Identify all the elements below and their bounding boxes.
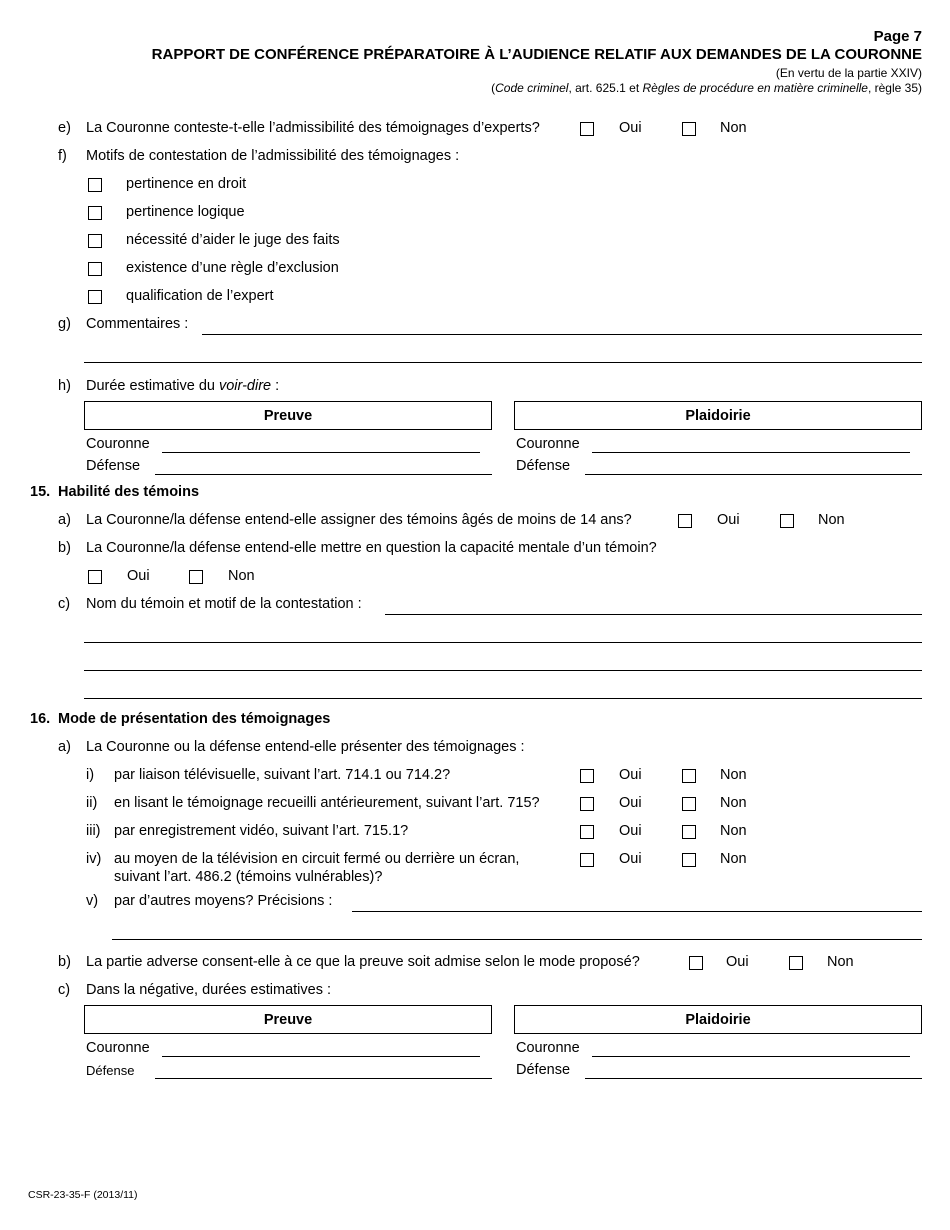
- preuve-couronne-field[interactable]: [162, 1056, 480, 1057]
- plaidoirie-couronne-field[interactable]: [592, 1056, 910, 1057]
- defense-label: Défense: [86, 458, 141, 474]
- s15-b-text: La Couronne/la défense entend-elle mettre en question la capacité mentale d’un témoin?: [86, 540, 657, 556]
- witness-field-line[interactable]: [84, 698, 922, 699]
- s16-i-oui-checkbox[interactable]: [580, 769, 594, 783]
- question-letter: c): [58, 596, 71, 612]
- s16-ii-text: en lisant le témoignage recueilli antérieurement, suivant l’art. 715?: [114, 795, 540, 811]
- f-option-checkbox[interactable]: [88, 290, 102, 304]
- question-letter: b): [58, 954, 71, 970]
- item-number: iv): [86, 851, 102, 867]
- s16-iii-non-checkbox[interactable]: [682, 825, 696, 839]
- other-means-line[interactable]: [352, 911, 922, 912]
- s16-ii-oui-checkbox[interactable]: [580, 797, 594, 811]
- form-legal-reference: (Code criminel, art. 625.1 et Règles de procédure en matière criminelle, règle 35): [491, 81, 922, 95]
- section-number: 16.: [30, 711, 51, 727]
- s15-c-text: Nom du témoin et motif de la contestation :: [86, 596, 362, 612]
- f-option-checkbox[interactable]: [88, 234, 102, 248]
- s15-a-oui-checkbox[interactable]: [678, 514, 692, 528]
- s16-iv-non-checkbox[interactable]: [682, 853, 696, 867]
- preuve-defense-field[interactable]: [155, 474, 492, 475]
- question-f-text: Motifs de contestation de l’admissibilité des témoignages :: [86, 148, 460, 164]
- page-number: Page 7: [873, 28, 922, 45]
- oui-label: Oui: [619, 795, 642, 811]
- s16-iii-text: par enregistrement vidéo, suivant l’art. 715.1?: [114, 823, 409, 839]
- question-e-text: La Couronne conteste-t-elle l’admissibilité des témoignages d’experts?: [86, 120, 540, 136]
- f-option-checkbox[interactable]: [88, 178, 102, 192]
- non-label: Non: [818, 512, 845, 528]
- item-number: i): [86, 767, 95, 783]
- witness-field-line[interactable]: [84, 670, 922, 671]
- s16-v-text: par d’autres moyens? Précisions :: [114, 893, 333, 909]
- question-letter: c): [58, 982, 71, 998]
- s16-c-text: Dans la négative, durées estimatives :: [86, 982, 332, 998]
- f-option-checkbox[interactable]: [88, 206, 102, 220]
- preuve-defense-field[interactable]: [155, 1078, 492, 1079]
- couronne-label: Couronne: [516, 436, 580, 452]
- s16-i-non-checkbox[interactable]: [682, 769, 696, 783]
- plaidoirie-header: Plaidoirie: [514, 401, 922, 430]
- non-label: Non: [720, 767, 747, 783]
- defense-label: Défense: [516, 458, 571, 474]
- question-letter: b): [58, 540, 71, 556]
- couronne-label: Couronne: [86, 436, 150, 452]
- section-number: 15.: [30, 484, 51, 500]
- s16-b-oui-checkbox[interactable]: [689, 956, 703, 970]
- question-letter: f): [58, 148, 67, 164]
- f-option-label: pertinence en droit: [126, 176, 247, 192]
- f-option-label: existence d’une règle d’exclusion: [126, 260, 339, 276]
- defense-label: Défense: [516, 1062, 571, 1078]
- question-letter: a): [58, 512, 71, 528]
- oui-label: Oui: [619, 823, 642, 839]
- question-g-text: Commentaires :: [86, 316, 189, 332]
- item-number: iii): [86, 823, 101, 839]
- question-letter: h): [58, 378, 71, 394]
- non-label: Non: [827, 954, 854, 970]
- non-label: Non: [720, 851, 747, 867]
- comments-line[interactable]: [84, 362, 922, 363]
- s15-a-text: La Couronne/la défense entend-elle assigner des témoins âgés de moins de 14 ans?: [86, 512, 632, 528]
- preuve-couronne-field[interactable]: [162, 452, 480, 453]
- s16-ii-non-checkbox[interactable]: [682, 797, 696, 811]
- question-letter: g): [58, 316, 71, 332]
- s16-b-non-checkbox[interactable]: [789, 956, 803, 970]
- oui-label: Oui: [619, 767, 642, 783]
- preuve-header: Preuve: [84, 1005, 492, 1034]
- question-h-text: Durée estimative du voir-dire :: [86, 378, 280, 394]
- oui-label: Oui: [726, 954, 749, 970]
- q-e-non-checkbox[interactable]: [682, 122, 696, 136]
- s15-a-non-checkbox[interactable]: [780, 514, 794, 528]
- non-label: Non: [720, 795, 747, 811]
- s16-iv-text-line2: suivant l’art. 486.2 (témoins vulnérables)?: [114, 869, 383, 885]
- form-code: CSR-23-35-F (2013/11): [28, 1189, 138, 1201]
- s16-i-text: par liaison télévisuelle, suivant l’art. 714.1 ou 714.2?: [114, 767, 451, 783]
- question-letter: a): [58, 739, 71, 755]
- comments-line[interactable]: [202, 334, 922, 335]
- f-option-label: pertinence logique: [126, 204, 245, 220]
- s16-iii-oui-checkbox[interactable]: [580, 825, 594, 839]
- couronne-label: Couronne: [86, 1040, 150, 1056]
- s16-a-text: La Couronne ou la défense entend-elle présenter des témoignages :: [86, 739, 525, 755]
- item-number: ii): [86, 795, 98, 811]
- f-option-checkbox[interactable]: [88, 262, 102, 276]
- question-letter: e): [58, 120, 71, 136]
- oui-label: Oui: [717, 512, 740, 528]
- preuve-header: Preuve: [84, 401, 492, 430]
- couronne-label: Couronne: [516, 1040, 580, 1056]
- s16-iv-text-line1: au moyen de la télévision en circuit fermé ou derrière un écran,: [114, 851, 520, 867]
- f-option-label: qualification de l’expert: [126, 288, 274, 304]
- section-15-title: Habilité des témoins: [58, 484, 200, 500]
- oui-label: Oui: [127, 568, 150, 584]
- item-number: v): [86, 893, 99, 909]
- non-label: Non: [228, 568, 255, 584]
- plaidoirie-header: Plaidoirie: [514, 1005, 922, 1034]
- non-label: Non: [720, 823, 747, 839]
- s16-iv-oui-checkbox[interactable]: [580, 853, 594, 867]
- non-label: Non: [720, 120, 747, 136]
- form-title: RAPPORT DE CONFÉRENCE PRÉPARATOIRE À L’AUDIENCE RELATIF AUX DEMANDES DE LA COURONNE: [151, 46, 922, 63]
- plaidoirie-defense-field[interactable]: [585, 474, 922, 475]
- oui-label: Oui: [619, 851, 642, 867]
- s16-b-text: La partie adverse consent-elle à ce que la preuve soit admise selon le mode proposé?: [86, 954, 640, 970]
- s15-b-non-checkbox[interactable]: [189, 570, 203, 584]
- other-means-line[interactable]: [112, 939, 922, 940]
- defense-label: Défense: [86, 1063, 135, 1078]
- oui-label: Oui: [619, 120, 642, 136]
- form-subtitle: (En vertu de la partie XXIV): [775, 66, 922, 80]
- s15-b-oui-checkbox[interactable]: [88, 570, 102, 584]
- witness-field-line[interactable]: [84, 642, 922, 643]
- witness-field-line[interactable]: [385, 614, 922, 615]
- section-16-title: Mode de présentation des témoignages: [58, 711, 331, 727]
- q-e-oui-checkbox[interactable]: [580, 122, 594, 136]
- f-option-label: nécessité d’aider le juge des faits: [126, 232, 340, 248]
- plaidoirie-defense-field[interactable]: [585, 1078, 922, 1079]
- plaidoirie-couronne-field[interactable]: [592, 452, 910, 453]
